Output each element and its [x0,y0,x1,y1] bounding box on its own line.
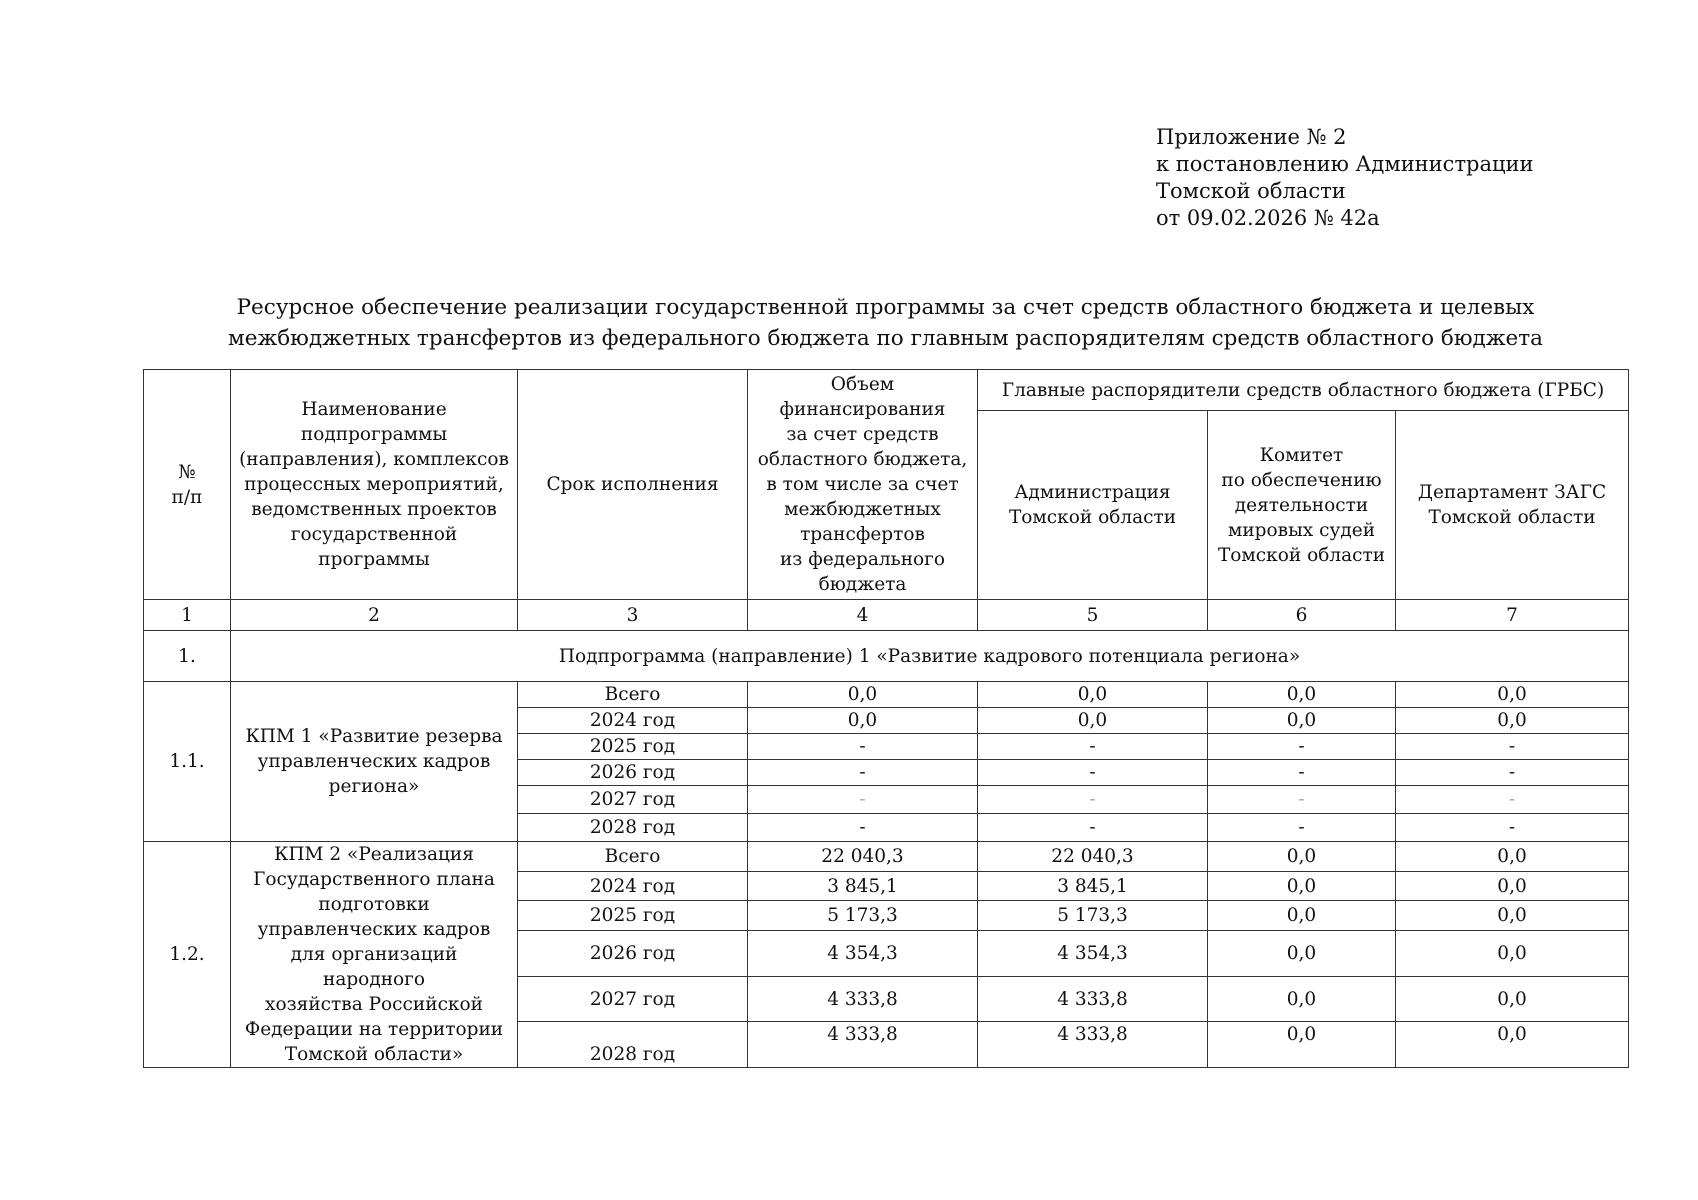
header-committee-line: деятельности [1234,494,1369,516]
group-name-line: хозяйства Российской [265,994,483,1015]
column-number: 6 [1208,600,1396,631]
value-cell: 4 333,8 [748,1022,978,1068]
group-number: 1.1. [144,682,231,842]
table-row [144,682,1629,708]
header-name-line: (направления), комплексов [239,449,509,470]
value-cell: - [748,760,978,786]
period-cell: Всего [518,682,748,708]
value-cell: - [748,734,978,760]
period-cell: 2025 год [518,901,748,931]
value-cell: - [1396,814,1629,842]
value-cell: 0,0 [1396,842,1629,872]
resource-table [143,369,1629,1068]
header-name-line: процессных мероприятий, [244,474,504,495]
value-cell: 4 333,8 [978,1022,1208,1068]
group-name-line: подготовки [318,894,430,915]
value-cell: - [1208,760,1396,786]
value-cell: 4 354,3 [748,931,978,977]
header-term: Срок исполнения [518,370,748,600]
value-cell: - [978,734,1208,760]
value-cell: 22 040,3 [748,842,978,872]
value-cell: - [1208,786,1396,814]
value-cell: 4 354,3 [978,931,1208,977]
group-name-line: Государственного плана [253,869,495,890]
value-cell: - [978,760,1208,786]
period-cell: 2028 год [518,1022,748,1068]
header-name [231,370,518,600]
header-zags-line: Томской области [1428,507,1596,528]
header-committee-line: Томской области [1217,544,1386,566]
header-volume-line: из федерального [779,549,946,570]
document-title [143,292,1628,354]
header-volume [748,370,978,600]
appendix-line: Томской области [1156,179,1346,203]
value-cell: 3 845,1 [978,871,1208,901]
value-cell: 0,0 [1396,901,1629,931]
header-name-line: государственной [290,524,458,545]
period-cell: 2026 год [518,760,748,786]
value-cell: 4 333,8 [978,976,1208,1022]
value-cell: - [1208,734,1396,760]
value-cell: 0,0 [978,682,1208,708]
header-volume-line: в том числе за счет [766,474,959,495]
value-cell: 0,0 [1208,682,1396,708]
period-cell: 2024 год [518,871,748,901]
value-cell: 0,0 [978,708,1208,734]
header-admin-line: Администрация [1014,482,1171,503]
appendix-line: к постановлению Администрации [1156,152,1534,176]
value-cell: 0,0 [1396,708,1629,734]
group-name-line: управленческих кадров [257,919,491,940]
header-zags [1396,411,1629,600]
value-cell: 0,0 [1396,871,1629,901]
group-name [231,842,518,1068]
header-committee-line: мировых судей [1227,519,1376,541]
header-volume-line: областного бюджета, [757,449,968,470]
header-volume-line: бюджета [818,574,907,595]
value-cell: - [1208,814,1396,842]
value-cell: - [978,786,1208,814]
value-cell: 0,0 [1208,842,1396,872]
value-cell: 3 845,1 [748,871,978,901]
group-number: 1.2. [144,842,231,1068]
group-name-line: Федерации на территории [244,1019,504,1040]
header-zags-line: Департамент ЗАГС [1417,482,1607,503]
header-name-line: Наименование [301,399,447,420]
value-cell: 5 173,3 [978,901,1208,931]
header-num-line: № [178,461,196,483]
group-name-line: региона» [328,776,420,797]
table-row [144,842,1629,872]
period-cell: 2028 год [518,814,748,842]
value-cell: 0,0 [1208,976,1396,1022]
value-cell: 0,0 [1396,976,1629,1022]
group-name [231,682,518,842]
title-line: межбюджетных трансфертов из федерального бюджета по главным распорядителям средств областного бюджета [228,326,1543,351]
title-line: Ресурсное обеспечение реализации государственной программы за счет средств областного бюджета и целевых [236,295,1535,320]
value-cell: 4 333,8 [748,976,978,1022]
value-cell: 0,0 [748,708,978,734]
header-volume-line: финансирования [779,399,946,420]
header-volume-line: трансфертов [800,524,925,545]
value-cell: - [748,814,978,842]
value-cell: - [1396,734,1629,760]
group-name-line: для организаций народного [290,944,458,990]
value-cell: 22 040,3 [978,842,1208,872]
value-cell: 0,0 [748,682,978,708]
header-num [144,370,231,600]
header-committee [1208,411,1396,600]
column-number: 4 [748,600,978,631]
value-cell: 0,0 [1396,1022,1629,1068]
group-name-line: управленческих кадров [257,751,491,772]
appendix-line: Приложение № 2 [1156,125,1347,149]
column-number: 2 [231,600,518,631]
header-name-line: ведомственных проектов [251,499,497,520]
header-name-line: подпрограммы [300,424,448,445]
header-admin [978,411,1208,600]
group-name-line: КПМ 2 «Реализация [274,844,474,865]
header-committee-line: Комитет [1259,444,1344,466]
header-volume-line: Объем [830,374,895,395]
header-volume-line: за счет средств [786,424,939,445]
value-cell: 0,0 [1208,1022,1396,1068]
value-cell: 0,0 [1208,901,1396,931]
header-committee-line: по обеспечению [1221,469,1382,491]
section-title: Подпрограмма (направление) 1 «Развитие кадрового потенциала региона» [231,631,1629,682]
period-cell: 2026 год [518,931,748,977]
period-cell: Всего [518,842,748,872]
value-cell: - [748,786,978,814]
header-num-line: п/п [171,486,203,508]
value-cell: - [1396,760,1629,786]
header-grbs: Главные распорядители средств областного бюджета (ГРБС) [978,370,1629,411]
column-number: 3 [518,600,748,631]
value-cell: 0,0 [1208,708,1396,734]
appendix-line: от 09.02.2026 № 42а [1156,206,1380,230]
header-name-line: программы [318,549,430,570]
value-cell: - [1396,786,1629,814]
value-cell: 0,0 [1208,931,1396,977]
period-cell: 2024 год [518,708,748,734]
column-number: 5 [978,600,1208,631]
appendix-block [1156,124,1534,232]
header-volume-line: межбюджетных [784,499,941,520]
period-cell: 2025 год [518,734,748,760]
column-number: 1 [144,600,231,631]
period-cell: 2027 год [518,976,748,1022]
group-name-line: Томской области» [284,1044,464,1065]
header-admin-line: Томской области [1008,507,1177,528]
column-number: 7 [1396,600,1629,631]
value-cell: 0,0 [1208,871,1396,901]
section-number: 1. [144,631,231,682]
value-cell: 0,0 [1396,931,1629,977]
period-cell: 2027 год [518,786,748,814]
group-name-line: КПМ 1 «Развитие резерва [245,726,503,747]
value-cell: 5 173,3 [748,901,978,931]
value-cell: 0,0 [1396,682,1629,708]
value-cell: - [978,814,1208,842]
